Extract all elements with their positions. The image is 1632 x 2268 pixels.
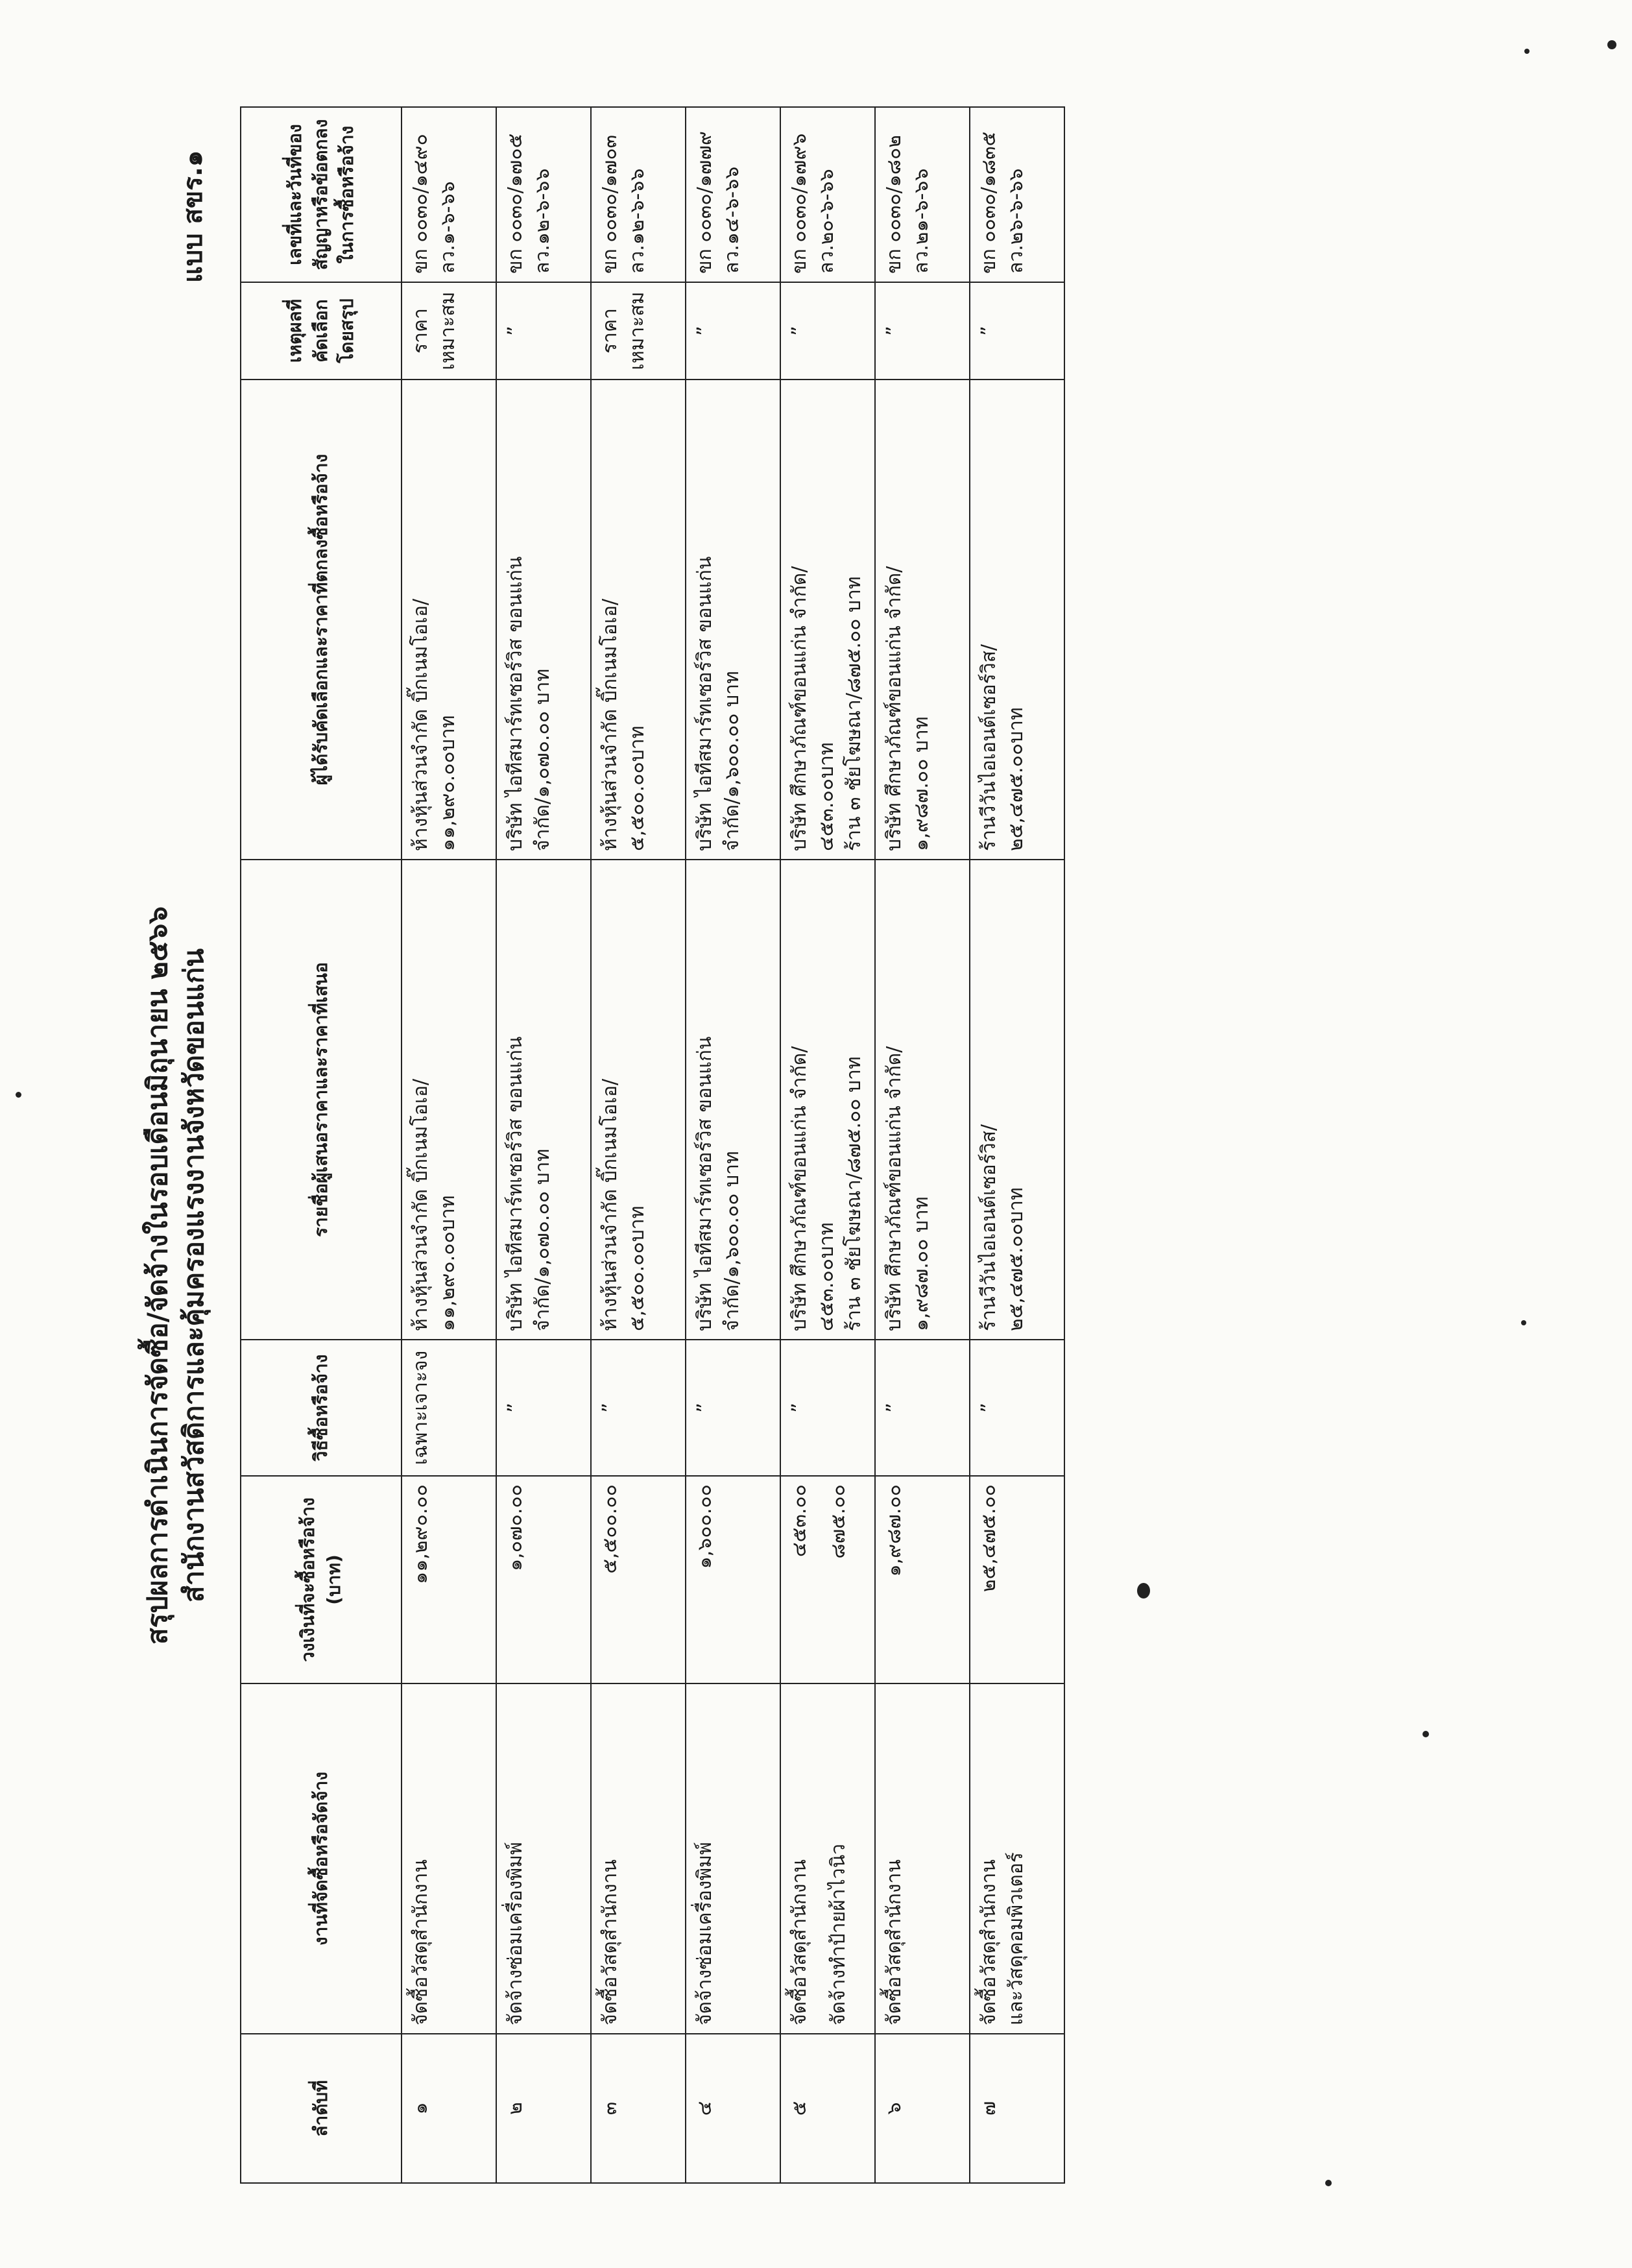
header-contract: เลขที่และวันที่ของสัญญาหรือข้อตกลงในการซื้อหรือจ้าง [241,107,402,282]
header-bidders: รายชื่อผู้เสนอราคาและราคาที่เสนอ [241,860,402,1340]
contract-date: ลว.๒๑-๖-๖๖ [910,168,933,274]
cell-work [970,1683,1064,2034]
contract-number: ขก ๐๐๓๐/๑๗๙๖ [788,133,811,274]
header-method: วิธีซื้อหรือจ้าง [241,1340,402,1476]
cell-bidders [686,860,780,1340]
contract-number: ขก ๐๐๓๐/๑๗๐๕ [504,133,527,274]
winner-line: ๒๕,๔๗๕.๐๐บาท [1005,707,1027,851]
contract-number: ขก ๐๐๓๐/๑๔๙๐ [409,134,432,274]
contract-number: ขก ๐๐๓๐/๑๗๐๓ [599,134,621,274]
cell-contract [780,107,875,282]
bidder-line: ๕,๕๐๐.๐๐บาท [626,1205,649,1331]
bidder-line: บริษัท ศึกษาภัณฑ์ขอนแก่น จำกัด/ [788,1046,811,1331]
title-line-1: สรุปผลการดำเนินการจัดซื้อ/จัดจ้างในรอบเดือนมิถุนายน ๒๕๖๖ [141,906,173,1645]
title-line-2: สำนักงานสวัสดิการและคุ้มครองแรงงานจังหวัดขอนแก่น [178,948,210,1602]
cell-contract [496,107,591,282]
cell-winner [875,380,970,860]
cell-method: ” [875,1340,970,1476]
cell-bidders [970,860,1064,1340]
cell-reason: ราคาเหมาะสม [402,282,496,380]
table-row [402,107,496,2183]
scan-speck [1607,40,1616,49]
winner-line: ห้างหุ้นส่วนจำกัด บิ๊กเนมโอเอ/ [409,598,432,851]
table-row [496,107,591,2183]
bidder-line: จำกัด/๑,๖๐๐.๐๐ บาท [721,1151,743,1331]
winner-line: จำกัด/๑,๖๐๐.๐๐ บาท [721,671,743,851]
cell-amount [402,1476,496,1683]
amount-line: ๑,๐๗๐.๐๐ [504,1484,527,1571]
bidder-line: ๒๕,๔๗๕.๐๐บาท [1005,1187,1027,1331]
bidder-line: บริษัท ไอทีสมาร์ทเซอร์วิส ขอนแก่น [693,1036,716,1331]
header-amount: วงเงินที่จะซื้อหรือจ้าง (บาท) [241,1476,402,1683]
cell-method: ” [496,1340,591,1476]
winner-line: บริษัท ไอทีสมาร์ทเซอร์วิส ขอนแก่น [693,556,716,851]
work-line: จัดซื้อวัสดุสำนักงาน [883,1859,906,2025]
cell-amount [970,1476,1064,1683]
cell-work [496,1683,591,2034]
winner-line: ร้าน ๓ ชัยโฆษณา/๘๗๕.๐๐ บาท [843,576,865,851]
procurement-summary-table [240,106,1065,2184]
work-line: จัดจ้างทำป้ายผ้าไวนิว [827,1844,850,2025]
cell-work [780,1683,875,2034]
winner-line: ๕,๕๐๐.๐๐บาท [626,725,649,851]
winner-line: ร้านวีวันไอเอนต์เซอร์วิส/ [978,644,1000,851]
winner-line: ห้างหุ้นส่วนจำกัด บิ๊กเนมโอเอ/ [599,598,621,851]
scan-speck [1521,1320,1526,1325]
cell-method: เฉพาะเจาะจง [402,1340,496,1476]
table-row [875,107,970,2183]
cell-method: ” [591,1340,686,1476]
cell-bidders [402,860,496,1340]
contract-date: ลว.๑๒-๖-๖๖ [531,168,554,274]
cell-method: ” [970,1340,1064,1476]
winner-line: บริษัท ศึกษาภัณฑ์ขอนแก่น จำกัด/ [788,566,811,851]
work-line: จัดซื้อวัสดุสำนักงาน [599,1859,621,2025]
cell-contract [402,107,496,282]
winner-line: ๑,๙๘๗.๐๐ บาท [910,716,933,851]
amount-line: ๑,๙๘๗.๐๐ [883,1484,906,1577]
cell-contract [686,107,780,282]
scan-speck [16,1092,21,1098]
table-row [686,107,780,2183]
cell-method: ” [686,1340,780,1476]
bidder-line: ๑,๙๘๗.๐๐ บาท [910,1196,933,1331]
cell-no: ๗ [970,2034,1064,2183]
cell-bidders [875,860,970,1340]
cell-no: ๑ [402,2034,496,2183]
line-gap [813,1692,825,2025]
work-line: จัดซื้อวัสดุสำนักงาน [788,1859,811,2025]
bidder-line: บริษัท ศึกษาภัณฑ์ขอนแก่น จำกัด/ [883,1046,906,1331]
cell-winner [402,380,496,860]
work-line: และวัสดุคอมพิวเตอร์ [1005,1852,1027,2025]
form-code: แบบ สขร.๑ [178,150,208,283]
cell-bidders [496,860,591,1340]
winner-line: บริษัท ศึกษาภัณฑ์ขอนแก่น จำกัด/ [883,566,906,851]
bidder-line: ร้านวีวันไอเอนต์เซอร์วิส/ [978,1124,1000,1331]
contract-date: ลว.๑๔-๖-๖๖ [721,166,743,274]
cell-reason: ราคาเหมาะสม [591,282,686,380]
cell-work [686,1683,780,2034]
table-header-row [241,107,402,2183]
scan-speck [1524,49,1530,54]
work-line: จัดซื้อวัสดุสำนักงาน [978,1859,1000,2025]
cell-no: ๒ [496,2034,591,2183]
winner-line: ๑๑,๒๙๐.๐๐บาท [437,715,459,851]
winner-line: บริษัท ไอทีสมาร์ทเซอร์วิส ขอนแก่น [504,556,527,851]
cell-bidders [591,860,686,1340]
contract-number: ขก ๐๐๓๐/๑๘๓๕ [978,131,1000,274]
contract-number: ขก ๐๐๓๐/๑๘๐๒ [883,134,906,274]
line-gap [813,1484,825,1675]
work-line: จัดจ้างซ่อมเครื่องพิมพ์ [504,1842,527,2025]
cell-reason: ” [780,282,875,380]
cell-reason: ” [686,282,780,380]
amount-line: ๔๕๓.๐๐ [788,1484,811,1558]
cell-winner [780,380,875,860]
cell-amount [496,1476,591,1683]
cell-amount [780,1476,875,1683]
cell-no: ๕ [780,2034,875,2183]
work-line: จัดจ้างซ่อมเครื่องพิมพ์ [693,1842,716,2025]
cell-amount [591,1476,686,1683]
cell-no: ๓ [591,2034,686,2183]
winner-line: จำกัด/๑,๐๗๐.๐๐ บาท [531,668,554,851]
cell-winner [686,380,780,860]
cell-winner [970,380,1064,860]
cell-work [875,1683,970,2034]
header-winner: ผู้ได้รับคัดเลือกและราคาที่ตกลงซื้อหรือจ้าง [241,380,402,860]
contract-date: ลว.๒๖-๖-๖๖ [1005,168,1027,274]
cell-reason: ” [970,282,1064,380]
cell-work [402,1683,496,2034]
amount-line: ๘๗๕.๐๐ [827,1484,850,1559]
contract-date: ลว.๒๐-๖-๖๖ [815,169,838,274]
table-row [780,107,875,2183]
cell-bidders [780,860,875,1340]
cell-winner [591,380,686,860]
cell-reason: ” [875,282,970,380]
winner-line: ๔๕๓.๐๐บาท [815,742,838,851]
header-work: งานที่จัดซื้อหรือจัดจ้าง [241,1683,402,2034]
cell-reason: ” [496,282,591,380]
header-reason: เหตุผลที่คัดเลือกโดยสรุป [241,282,402,380]
cell-amount [875,1476,970,1683]
bidder-line: ๑๑,๒๙๐.๐๐บาท [437,1195,459,1331]
bidder-line: ห้างหุ้นส่วนจำกัด บิ๊กเนมโอเอ/ [409,1078,432,1331]
cell-winner [496,380,591,860]
table-row [591,107,686,2183]
amount-line: ๑,๖๐๐.๐๐ [693,1484,716,1569]
cell-contract [970,107,1064,282]
bidder-line: ร้าน ๓ ชัยโฆษณา/๘๗๕.๐๐ บาท [843,1056,865,1331]
amount-line: ๑๑,๒๙๐.๐๐ [409,1484,432,1584]
bidder-line: จำกัด/๑,๐๗๐.๐๐ บาท [531,1148,554,1331]
contract-date: ลว.๑๒-๖-๖๖ [626,168,649,274]
scan-speck [1325,2180,1332,2186]
bidder-line: บริษัท ไอทีสมาร์ทเซอร์วิส ขอนแก่น [504,1036,527,1331]
amount-line: ๕,๕๐๐.๐๐ [599,1484,621,1574]
scan-speck [1422,1731,1429,1737]
bidder-line: ๔๕๓.๐๐บาท [815,1222,838,1331]
cell-method: ” [780,1340,875,1476]
header-no: ลำดับที่ [241,2034,402,2183]
scan-speck [1137,1583,1150,1598]
cell-no: ๔ [686,2034,780,2183]
cell-work [591,1683,686,2034]
contract-number: ขก ๐๐๓๐/๑๗๗๙ [693,131,716,274]
document-title [139,497,212,2054]
cell-amount [686,1476,780,1683]
amount-line: ๒๕,๔๗๕.๐๐ [978,1484,1000,1593]
contract-date: ลว.๑-๖-๖๖ [437,181,459,274]
table-row [970,107,1064,2183]
cell-contract [875,107,970,282]
work-line: จัดซื้อวัสดุสำนักงาน [409,1859,432,2025]
bidder-line: ห้างหุ้นส่วนจำกัด บิ๊กเนมโอเอ/ [599,1078,621,1331]
cell-no: ๖ [875,2034,970,2183]
cell-contract [591,107,686,282]
